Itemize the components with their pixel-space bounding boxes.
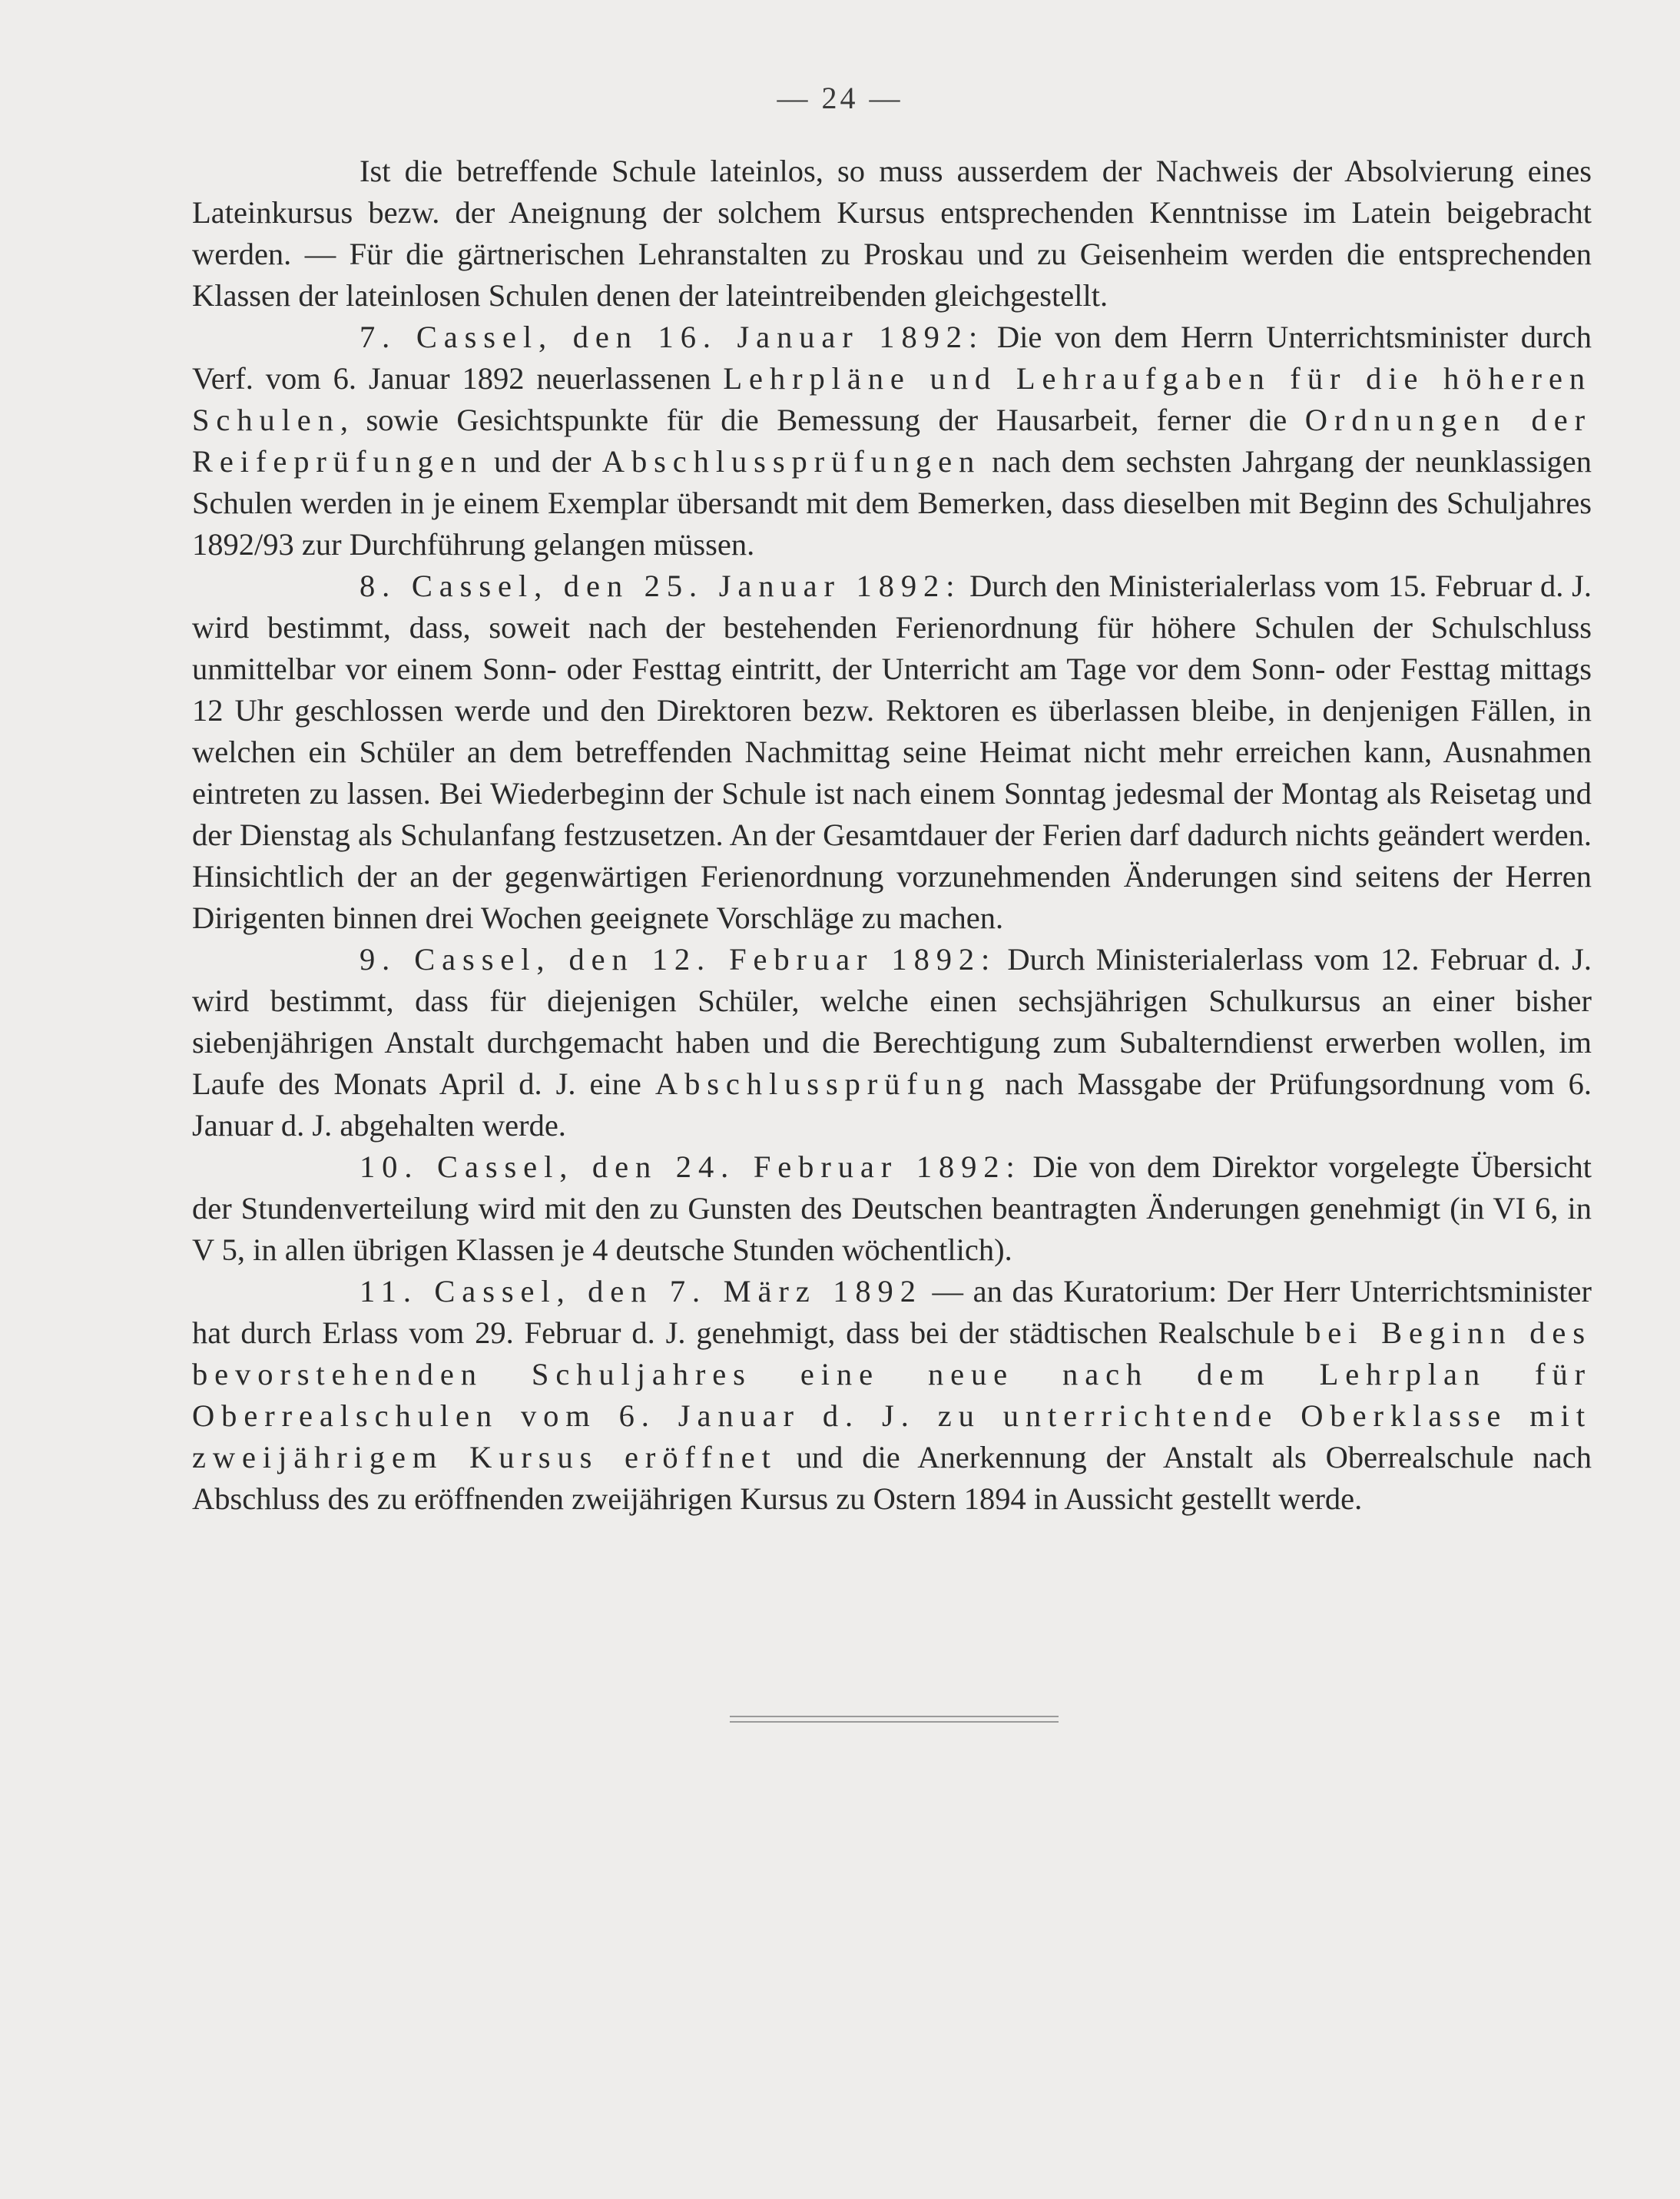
paragraph-10-date: 10. Cassel, den 24. Februar 1892: — [360, 1149, 1022, 1184]
paragraph-11-text-b: und die Anerkennung der Anstalt als Oberrealschule nach Abschluss des zu eröffnenden zweijährigen Kursus zu Ostern 1894 in Aussicht gestellt werde. — [192, 1440, 1592, 1516]
paragraph-11-emph: bei Beginn des bevorstehenden Schuljahres eine neue nach dem Lehrplan für Oberrealschulen vom 6. Januar d. J. zu unterrichtende Oberklasse mit zweijährigem Kursus eröffnet — [192, 1315, 1592, 1474]
paragraph-7-text-d: nach dem sechsten Jahrgang der neunklassigen Schulen werden in je einem Exemplar übersandt mit dem Bemerken, dass dieselben mit Beginn des Schuljahres 1892/93 zur Durchführung gelangen müssen. — [192, 444, 1592, 562]
paragraph-7-emph-c: Abschlussprüfungen — [601, 444, 982, 479]
paragraph-7-text-c: und der — [482, 444, 602, 479]
paragraph-8-date: 8. Cassel, den 25. Januar 1892: — [360, 569, 962, 603]
separator-line-top — [730, 1716, 1059, 1717]
paragraph-7-emph-a: Lehrpläne und Lehraufgaben für die höheren Schulen — [192, 361, 1592, 437]
page-number: — 24 — — [777, 81, 903, 115]
paragraph-7 — [192, 317, 1592, 566]
paragraph-8-text: Durch den Ministerialerlass vom 15. Februar d. J. wird bestimmt, dass, soweit nach der bestehenden Ferienordnung für höhere Schulen der Schulschluss unmittelbar vor einem Sonn- oder Festtag eintritt, der Unterricht am Tage vor dem Sonn- oder Festtag mittags 12 Uhr geschlossen werde und den Direktoren bezw. Rektoren es überlassen bleibe, in denjenigen Fällen, in welchen ein Schüler an dem betreffenden Nachmittag seine Heimat nicht mehr erreichen kann, Ausnahmen eintreten zu lassen. Bei Wiederbeginn der Schule ist nach einem Sonntag jedesmal der Montag als Reisetag und der Dienstag als Schulanfang festzusetzen. An der Gesamtdauer der Ferien darf dadurch nichts geändert werden. Hinsichtlich der an der gegenwärtigen Ferienordnung vorzunehmenden Änderungen sind seitens der Herren Dirigenten binnen drei Wochen geeignete Vorschläge zu machen. — [192, 569, 1592, 935]
paragraph-11-text-a: — an das Kuratorium: Der Herr Unterrichtsminister hat durch Erlass vom 29. Februar d. J. genehmigt, dass bei der städtischen Realschule — [192, 1274, 1592, 1350]
paragraph-7-date: 7. Cassel, den 16. Januar 1892: — [360, 320, 985, 354]
paragraph-10-text: Die von dem Direktor vorgelegte Übersicht der Stundenverteilung wird mit den zu Gunsten des Deutschen beantragten Änderungen genehmigt (in VI 6, in V 5, in allen übrigen Klassen je 4 deutsche Stunden wöchentlich). — [192, 1149, 1592, 1267]
separator-line-bottom — [730, 1721, 1059, 1723]
paragraph-7-emph-b: Ordnungen der Reifeprüfungen — [192, 403, 1592, 479]
paragraph-7-text-b: , sowie Gesichtspunkte für die Bemessung der Hausarbeit, ferner die — [340, 403, 1305, 437]
paragraph-11-date: 11. Cassel, den 7. März 1892 — [360, 1274, 923, 1308]
paragraph-6-continuation: Ist die betreffende Schule lateinlos, so muss ausserdem der Nachweis der Absolvierung eines Lateinkursus bezw. der Aneignung der solchem Kursus entsprechenden Kenntnisse im Latein beigebracht werden. — Für die gärtnerischen Lehranstalten zu Proskau und zu Geisenheim werden die entsprechenden Klassen der lateinlosen Schulen denen der lateintreibenden gleichgestellt. — [192, 154, 1592, 313]
document-body — [192, 151, 1592, 1520]
paragraph-9-emph: Abschlussprüfung — [654, 1066, 992, 1101]
paragraph-9 — [192, 939, 1592, 1146]
paragraph-9-text-a: Durch Ministerialerlass vom 12. Februar d. J. wird bestimmt, dass für diejenigen Schüler, welche einen sechsjährigen Schulkursus an einer bisher siebenjährigen Anstalt durchgemacht haben und die Berechtigung zum Subalterndienst erwerben wollen, im Laufe des Monats April d. J. eine — [192, 942, 1592, 1101]
paragraph-9-text-b: nach Massgabe der Prüfungsordnung vom 6. Januar d. J. abgehalten werde. — [192, 1066, 1592, 1143]
paragraph-8 — [192, 566, 1592, 939]
paragraph-10 — [192, 1146, 1592, 1271]
paragraph-9-date: 9. Cassel, den 12. Februar 1892: — [360, 942, 997, 977]
paragraph-11 — [192, 1271, 1592, 1520]
paragraph-7-text-a: Die von dem Herrn Unterrichtsminister durch Verf. vom 6. Januar 1892 neuerlassenen — [192, 320, 1592, 396]
end-separator — [730, 1716, 1059, 1726]
